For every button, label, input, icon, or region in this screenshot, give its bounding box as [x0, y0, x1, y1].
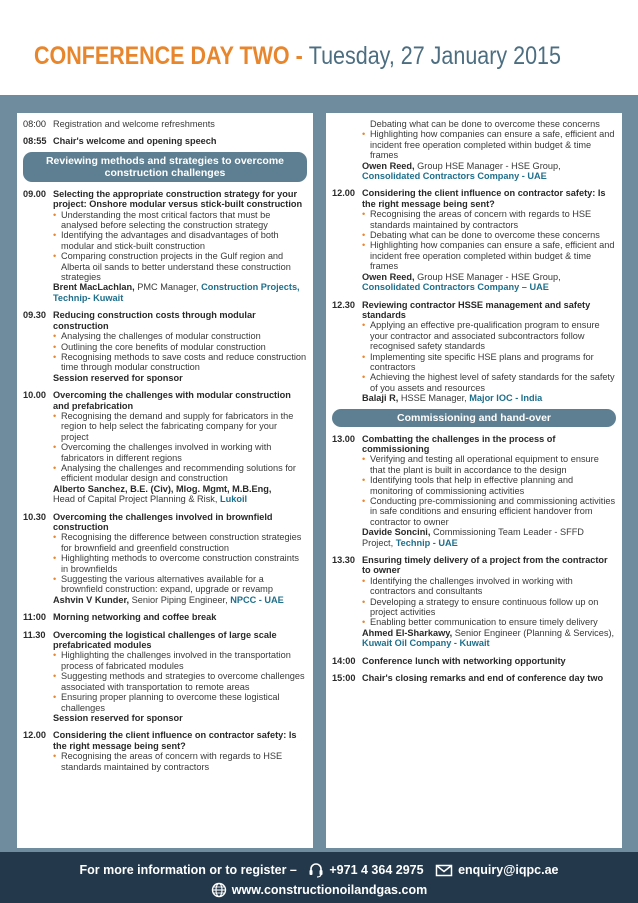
speaker-name: Ashvin V Kunder,	[53, 594, 130, 605]
session-1400	[332, 656, 616, 666]
footer-lead-text: For more information or to register –	[79, 863, 301, 877]
session-time: 08:00	[23, 119, 46, 129]
speaker-org: NPCC - UAE	[230, 594, 284, 605]
bullet-item: • Understanding the most critical factors that must be analysed before selecting the construction strategy	[53, 210, 307, 231]
bullet-item: • Highlighting the challenges involved in the transportation process of fabricated modules	[53, 650, 307, 671]
session-1130	[23, 630, 307, 724]
speaker-role: Group HSE Manager - HSE Group,	[414, 160, 561, 171]
session-title: Ensuring timely delivery of a project from the contractor to owner	[362, 555, 608, 576]
bullet-item: • Enabling better communication to ensure timely delivery	[362, 617, 616, 627]
footer-website-link[interactable]: www.constructionoilandgas.com	[231, 883, 428, 897]
bullet-item: • Highlighting how companies can ensure a safe, efficient and incident free operation completed within budget & time frames	[362, 240, 616, 271]
speaker-name: Brent MacLachlan,	[53, 282, 135, 293]
session-time: 13.00	[332, 433, 355, 444]
session-time: 11:00	[23, 612, 46, 623]
session-bullets	[362, 129, 616, 160]
session-time: 11.30	[23, 629, 46, 640]
session-bullets	[362, 320, 616, 393]
bullet-item: • Identifying the challenges involved in working with contractors and consultants	[362, 576, 616, 597]
bullet-item: • Conducting pre-commissioning and commissioning activities in safe conditions and ensuring efficient handover from contractor to owner	[362, 496, 616, 527]
session-time: 09.00	[23, 188, 46, 199]
bullet-item: • Applying an effective pre-qualification program to ensure your contractor and associated subcontractors follow recognised safety standards	[362, 320, 616, 351]
bullet-item: • Achieving the highest level of safety standards for the safety of you assets and resources	[362, 372, 616, 393]
bullet-item: • Debating what can be done to overcome these concerns	[362, 230, 616, 240]
bullet-item: • Verifying and testing all operational equipment to ensure that the plant is built in accordance to the design	[362, 454, 616, 475]
session-title: Considering the client influence on contractor safety: Is the right message being sent?	[53, 730, 297, 751]
speaker-line	[53, 595, 307, 605]
title-date: Tuesday, 27 January 2015	[308, 42, 561, 70]
session-time: 14:00	[332, 655, 356, 666]
session-title: Conference lunch with networking opportunity	[362, 655, 566, 666]
speaker-name: Owen Reed,	[362, 160, 415, 171]
speaker-role: Commissioning Team Leader - SFFD Project,	[362, 527, 584, 548]
bullet-item: • Comparing construction projects in the Gulf region and Alberta oil sands to better understand these construction strategies	[53, 251, 307, 282]
session-bullets	[53, 331, 307, 373]
session-title: Reviewing contractor HSSE management and safety standards	[362, 299, 591, 320]
sponsor-session-note: Session reserved for sponsor	[53, 372, 183, 383]
speaker-name: Davide Soncini,	[362, 527, 431, 538]
speaker-line	[53, 282, 307, 303]
session-bullets	[53, 210, 307, 283]
bullet-item: • Identifying the advantages and disadvantages of both modular and stick-built construction	[53, 230, 307, 251]
speaker-org: Consolidated Contractors Company – UAE	[362, 282, 549, 293]
footer-web-line	[0, 882, 638, 898]
agenda-left-column	[17, 113, 313, 848]
session-1500	[332, 673, 616, 683]
page-title	[34, 42, 561, 70]
speaker-line	[362, 393, 616, 403]
session-time: 12.00	[23, 730, 46, 741]
section-band-methods: Reviewing methods and strategies to overcome construction challenges	[23, 152, 307, 182]
bullet-item: • Suggesting methods and strategies to overcome challenges associated with transportation to remote areas	[53, 671, 307, 692]
bullet-item: • Developing a strategy to ensure continuous follow up on project activities	[362, 597, 616, 618]
bullet-item: • Highlighting how companies can ensure a safe, efficient and incident free operation completed within budget & time frames	[362, 129, 616, 160]
bullet-item: • Recognising the areas of concern with regards to HSE standards maintained by contractors	[362, 209, 616, 230]
session-1330	[332, 555, 616, 649]
session-title: Morning networking and coffee break	[53, 612, 217, 623]
session-1230	[332, 300, 616, 404]
session-1300	[332, 434, 616, 548]
speaker-line	[362, 628, 616, 649]
session-0855	[23, 136, 307, 146]
session-0900	[23, 189, 307, 303]
section-band-commissioning: Commissioning and hand-over	[332, 409, 616, 427]
bullet-item: • Recognising the difference between construction strategies for brownfield and greenfield construction	[53, 532, 307, 553]
session-time: 12.30	[332, 299, 355, 310]
session-1200-left	[23, 730, 307, 772]
headset-icon	[308, 862, 324, 878]
bullet-item: • Suggesting the various alternatives available for a brownfield construction: expand, upgrade or revamp	[53, 574, 307, 595]
session-title: Registration and welcome refreshments	[53, 119, 215, 129]
bullet-item-continued: Debating what can be done to overcome these concerns	[370, 119, 600, 129]
bullet-item: • Analysing the challenges of modular construction	[53, 331, 307, 341]
session-0800	[23, 119, 307, 129]
session-1200-right	[332, 188, 616, 292]
speaker-name: Owen Reed,	[362, 271, 415, 282]
speaker-role: PMC Manager,	[134, 282, 202, 293]
session-title: Reducing construction costs through modular construction	[53, 310, 256, 331]
session-time: 10.30	[23, 511, 46, 522]
session-bullets	[53, 532, 307, 594]
sponsor-session-note: Session reserved for sponsor	[53, 712, 183, 723]
speaker-role: Group HSE Manager - HSE Group,	[414, 271, 561, 282]
bullet-item: • Outlining the core benefits of modular construction	[53, 342, 307, 352]
speaker-line	[53, 494, 307, 504]
speaker-org: Technip - UAE	[395, 537, 458, 548]
speaker-name: Alberto Sanchez, B.E. (Civ), Mlog. Mgmt, M.B.Eng,	[53, 483, 272, 494]
title-day: CONFERENCE DAY TWO -	[34, 42, 309, 70]
footer-contact-bar	[0, 852, 638, 903]
footer-phone-link[interactable]: +971 4 364 2975	[329, 863, 424, 877]
session-title: Combatting the challenges in the process of commissioning	[362, 433, 556, 454]
bullet-item: • Recognising the demand and supply for fabricators in the region to help select the fabricating company for your project	[53, 411, 307, 442]
speaker-role: Senior Piping Engineer,	[129, 594, 231, 605]
bullet-item: • Recognising the areas of concern with regards to HSE standards maintained by contractors	[53, 751, 307, 772]
speaker-line	[362, 272, 616, 293]
session-bullets	[53, 650, 307, 712]
speaker-org: Kuwait Oil Company - Kuwait	[362, 638, 490, 649]
session-title: Chair's closing remarks and end of conference day two	[362, 673, 604, 684]
session-title: Overcoming the challenges involved in brownfield construction	[53, 511, 273, 532]
speaker-org: Construction Projects, Technip- Kuwait	[53, 282, 300, 303]
footer-contact-line	[0, 862, 638, 878]
bullet-item: • Implementing site specific HSE plans and programs for contractors	[362, 352, 616, 373]
speaker-role: Senior Engineer (Planning & Services),	[452, 627, 615, 638]
session-title: Considering the client influence on contractor safety: Is the right message being sent?	[362, 188, 606, 209]
bullet-item: • Highlighting methods to overcome construction constraints in brownfields	[53, 553, 307, 574]
session-bullets	[362, 454, 616, 527]
session-title: Chair's welcome and opening speech	[53, 136, 217, 147]
footer-email-link[interactable]: enquiry@iqpc.ae	[458, 863, 559, 877]
session-1100	[23, 612, 307, 622]
speaker-org: Major IOC - India	[469, 393, 543, 404]
session-1000	[23, 390, 307, 504]
session-time: 12.00	[332, 188, 355, 199]
session-0930	[23, 310, 307, 383]
speaker-role: Head of Capital Project Planning & Risk,	[53, 494, 220, 505]
speaker-name: Balaji R,	[362, 393, 399, 404]
session-title: Overcoming the logistical challenges of large scale prefabricated modules	[53, 629, 277, 651]
bullet-item: • Analysing the challenges and recommending solutions for efficient modular design and construction	[53, 463, 307, 484]
bullet-item: • Overcoming the challenges involved in working with fabricators in different regions	[53, 442, 307, 463]
bullet-item: • Identifying tools that help in effective planning and monitoring of commissioning activities	[362, 475, 616, 496]
session-title: Overcoming the challenges with modular construction and prefabrication	[53, 390, 291, 411]
agenda-right-column	[326, 113, 622, 848]
session-time: 13.30	[332, 555, 355, 566]
session-time: 10.00	[23, 390, 46, 401]
session-time: 09.30	[23, 310, 46, 321]
session-time: 08:55	[23, 136, 47, 147]
page-header	[0, 0, 638, 95]
bullet-item: • Ensuring proper planning to overcome these logistical challenges	[53, 692, 307, 713]
session-bullets	[53, 411, 307, 484]
speaker-org: Consolidated Contractors Company - UAE	[362, 171, 547, 182]
session-bullets	[53, 751, 307, 772]
globe-icon	[211, 882, 227, 898]
speaker-role: HSSE Manager,	[398, 393, 470, 404]
session-title: Selecting the appropriate construction strategy for your project: Onshore modular versus stick-built construction	[53, 188, 303, 210]
speaker-name: Ahmed El-Sharkawy,	[362, 627, 453, 638]
email-icon	[435, 862, 453, 878]
speaker-org: Lukoil	[220, 494, 248, 505]
session-time: 15:00	[332, 673, 356, 684]
session-1030	[23, 512, 307, 606]
session-continued	[332, 119, 616, 181]
speaker-line	[362, 161, 616, 182]
session-bullets	[362, 576, 616, 628]
session-bullets	[362, 209, 616, 271]
bullet-item: • Recognising methods to save costs and reduce construction time through modular construction	[53, 352, 307, 373]
